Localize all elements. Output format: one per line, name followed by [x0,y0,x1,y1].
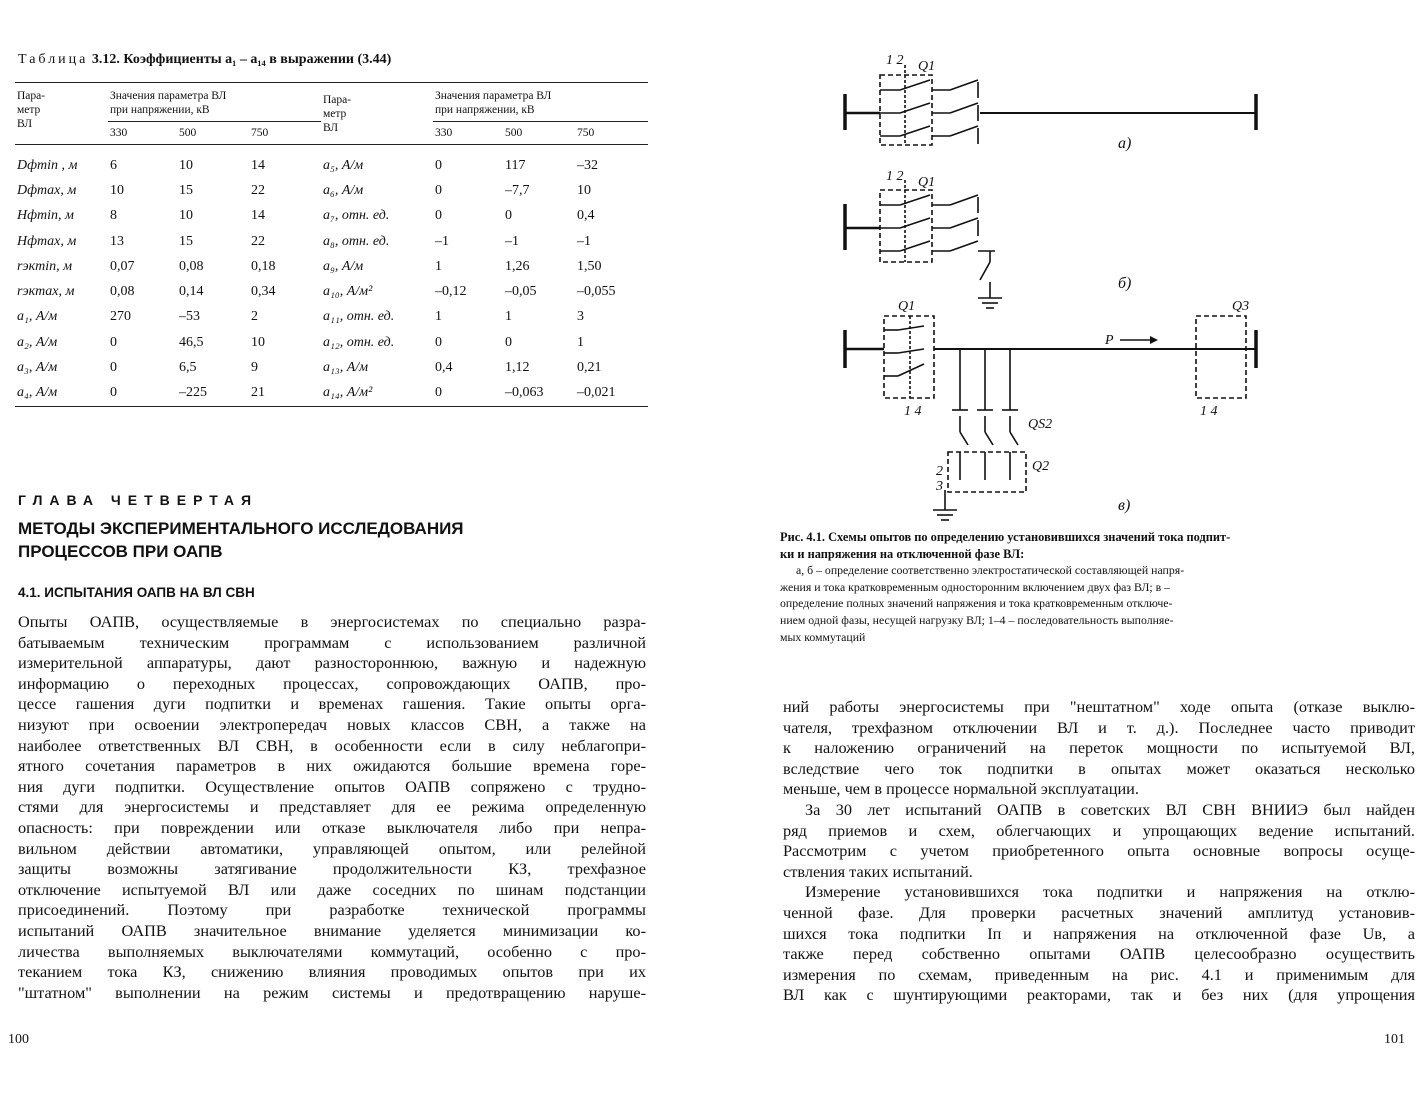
param-value: –0,021 [577,385,616,401]
param-value: –32 [577,157,598,173]
table-row [15,145,648,179]
right-body-text [783,697,1415,1006]
text-line: шихся тока подпитки Iп и напряжения на отключенной фазе Uв, а [783,923,1415,943]
caption-line: мых коммутаций [780,629,866,644]
text-line: информацию о переходных процессах, сопровождающих ОАПВ, про- [18,673,646,693]
page-number-right: 101 [1384,1032,1405,1047]
text-line: измерительной аппаратуры, дают разностороннюю, важную и надежную [18,653,646,673]
param-value: 15 [179,182,193,198]
label-v: в) [1118,497,1131,514]
label-q1-b: Q1 [918,175,936,190]
param-value: 1 [435,309,442,325]
param-value: 1 [577,334,584,350]
param-value: 0 [110,360,117,376]
table-row [15,305,648,330]
text-line: отключение испытуемой ВЛ или даже соседних по шинам подстанции [18,879,646,899]
param-value: –1 [577,233,591,249]
param-value: 15 [179,233,193,249]
label-b: б) [1118,275,1132,292]
text-line: Рассмотрим с учетом приобретенного опыта основные вопросы осуще- [783,841,1415,861]
text-line: ряд приемов и схем, облегчающих и упрощающих ведение испытаний. [783,820,1415,840]
param-value: 22 [251,233,265,249]
text-line: также перед собственно опытами ОАПВ целесообразно осуществить [783,944,1415,964]
param-value: 9 [251,360,258,376]
param-name: Dфmin , м [17,157,78,173]
param-name: a₃, А/м [17,360,58,376]
left-body-text [18,612,646,1003]
param-value: 6 [110,157,117,173]
param-name: a₄, А/м [17,385,58,401]
param-name: a₈, отн. ед. [323,233,390,249]
param-value: 0,4 [577,208,595,224]
label-q3: Q3 [1232,299,1250,314]
param-value: 0 [110,334,117,350]
param-value: 0,14 [179,284,204,300]
param-value: 0,21 [577,360,602,376]
page-number-left: 100 [8,1032,29,1047]
param-name: Hфmin, м [17,208,74,224]
text-line: Опыты ОАПВ, осуществляемые в энергосистемах по специально разра- [18,612,646,631]
text-line: к наложению ограничений на переток мощности по испытуемой ВЛ, [783,738,1415,758]
label-q2: Q2 [1032,459,1050,474]
param-value: –225 [179,385,207,401]
caption-line: определение полных значений напряжения и тока кратковременным отключе- [780,596,1173,611]
param-value: 3 [577,309,584,325]
param-name: a₁₀, А/м² [323,284,373,300]
text-line: низуют при освоении электропередач новых классов СВН, а также на [18,714,646,734]
col-param-right: Пара- метр ВЛ [323,94,352,134]
label-q1-v: Q1 [898,299,916,314]
voltage-header: 500 [177,122,249,145]
table-row [15,229,648,254]
text-line: батываемым техническим программам с использованием различной [18,632,646,652]
param-name: a₂, А/м [17,334,58,350]
text-line: ченной фазе. Для проверки расчетных значений амплитуд установив- [783,902,1415,922]
figure-labels [886,53,1249,514]
table-row [15,279,648,304]
chapter-title: МЕТОДЫ ЭКСПЕРИМЕНТАЛЬНОГО ИССЛЕДОВАНИЯ ПРОЦЕССОВ ПРИ ОАПВ [18,519,464,561]
param-value: 1,12 [505,360,530,376]
param-value: 1,26 [505,258,530,274]
table-caption-text: 3.12. Коэффициенты a₁ – a₁₄ в выражении (3.44) [88,52,392,67]
param-value: –53 [179,309,200,325]
param-value: 0 [435,208,442,224]
param-value: 0,07 [110,258,135,274]
text-line: чателя, трехфазном отключении ВЛ и т. д.). Последнее часто приводит [783,717,1415,737]
text-line: теканием тока КЗ, снижению влияния проводимых опытов при их [18,962,646,982]
param-value: 13 [110,233,124,249]
param-value: 22 [251,182,265,198]
coefficient-table [15,82,648,407]
param-value: 6,5 [179,360,197,376]
param-value: 0,34 [251,284,276,300]
param-value: 270 [110,309,131,325]
caption-line: ки и напряжения на отключенной фазе ВЛ: [780,546,1025,561]
voltage-header: 330 [108,122,177,145]
param-value: –7,7 [505,182,530,198]
param-value: 14 [251,157,265,173]
table-row [15,381,648,407]
param-name: a₅, А/м [323,157,364,173]
param-value: 1 [505,309,512,325]
param-value: 0 [505,334,512,350]
col-param-left: Пара- метр ВЛ [17,90,46,130]
param-value: –1 [435,233,449,249]
param-value: 1,50 [577,258,602,274]
param-name: rэкmax, м [17,284,75,300]
text-line: вильном действии автоматики, управляющей опытом, или релейной [18,838,646,858]
scheme-b [845,180,1002,308]
text-line: ВЛ как с шунтирующими реакторами, так и без них (для упрощения [783,985,1415,1005]
table-row [15,330,648,355]
text-line: личества выполняемых выключателями коммутаций, особенно с про- [18,941,646,961]
param-value: 0 [505,208,512,224]
param-name: Hфmax, м [17,233,77,249]
label-p: P [1105,333,1114,348]
table-caption-prefix: Таблица [18,52,89,67]
label-2: 2 [936,464,943,479]
table-row [15,355,648,380]
param-value: –0,12 [435,284,467,300]
param-value: 117 [505,157,526,173]
table-caption [18,52,391,68]
text-line: защиты возможны затягивание продолжительности КЗ, трехфазное [18,859,646,879]
label-qs2: QS2 [1028,417,1053,432]
param-name: a₆, А/м [323,182,364,198]
param-value: 10 [179,157,193,173]
param-value: –0,063 [505,385,544,401]
param-value: 0 [435,157,442,173]
caption-line: нием одной фазы, несущей нагрузку ВЛ; 1–4 – последовательность выполняе- [780,612,1174,627]
table-body [15,145,648,407]
text-line: наиболее ответственных ВЛ СВН, в особенности если в силу неблагопри- [18,735,646,755]
param-value: 0 [110,385,117,401]
text-line: ятного сочетания параметров в них ожидаются большие времена горе- [18,756,646,776]
param-value: 0,08 [179,258,204,274]
col-values-right: Значения параметра ВЛ при напряжении, кВ [435,90,552,116]
table-row [15,178,648,203]
text-line: присоединений. Поэтому при разработке технической программы [18,900,646,920]
param-name: a₁₂, отн. ед. [323,334,395,350]
text-line: "штатном" выполнении на режим системы и предотвращению наруше- [18,982,646,1002]
text-line: опасность: при повреждении или отказе выключателя либо при непра- [18,817,646,837]
param-value: 21 [251,385,265,401]
param-value: 8 [110,208,117,224]
param-value: 46,5 [179,334,204,350]
param-value: 0,08 [110,284,135,300]
label-q1-a: Q1 [918,59,936,74]
param-name: a₁, А/м [17,309,58,325]
text-line: меньше, чем в процессе нормальной эксплуатации. [783,779,1139,799]
text-line: стями для энергосистемы и представляет для ее режима определенную [18,797,646,817]
param-value: 10 [251,334,265,350]
param-value: 1 [435,258,442,274]
text-line: ний работы энергосистемы при "нештатном" ходе опыта (отказе выклю- [783,697,1415,716]
param-value: 0 [435,385,442,401]
voltage-header: 750 [575,122,648,145]
table-row [15,254,648,279]
text-line: ния дуги подпитки. Осуществление опытов ОАПВ сопряжено с трудно- [18,776,646,796]
caption-line: а, б – определение соответственно электростатической составляющей напря- [796,563,1185,578]
param-name: a₁₃, А/м [323,360,369,376]
text-line: вследствие чего ток подпитки в опытах может оказаться несколько [783,758,1415,778]
param-name: Dфmax, м [17,182,77,198]
voltage-header: 750 [249,122,321,145]
param-value: 0 [435,334,442,350]
text-line: измерения по схемам, приведенным на рис. 4.1 и применимым для [783,964,1415,984]
text-line: ствления таких испытаний. [783,861,973,881]
param-value: 0,18 [251,258,276,274]
label-12-b: 1 2 [886,169,904,184]
section-heading: 4.1. ИСПЫТАНИЯ ОАПВ НА ВЛ СВН [18,585,255,600]
table-header [15,83,648,145]
caption-line: жения и тока кратковременным односторонним включением двух фаз ВЛ; в – [780,579,1171,594]
text-line: цессе гашения дуги подпитки и временах гашения. Такие опыты орга- [18,694,646,714]
text-line: За 30 лет испытаний ОАПВ в советских ВЛ СВН ВНИИЭ был найден [805,799,1415,819]
table-row [15,204,648,229]
param-value: 10 [577,182,591,198]
label-12-a: 1 2 [886,53,904,68]
label-14-right: 1 4 [1200,404,1218,419]
param-value: 10 [110,182,124,198]
caption-line: Рис. 4.1. Схемы опытов по определению установившихся значений тока подпит- [780,530,1231,544]
voltage-header: 330 [433,122,503,145]
chapter-heading: ГЛАВА ЧЕТВЕРТАЯ [18,492,259,508]
label-3: 3 [936,479,943,494]
circuit-diagram [800,50,1270,525]
param-value: –0,05 [505,284,537,300]
param-value: 2 [251,309,258,325]
scheme-a [845,65,1256,145]
text-line: испытаний ОАПВ значительное внимание уделяется минимизации ко- [18,920,646,940]
param-value: –1 [505,233,519,249]
param-name: rэкmin, м [17,258,73,274]
param-value: 14 [251,208,265,224]
param-value: 0,4 [435,360,453,376]
param-name: a₉, А/м [323,258,364,274]
figure-caption [780,529,1412,645]
param-name: a₁₄, А/м² [323,385,373,401]
voltage-header: 500 [503,122,575,145]
param-value: 0 [435,182,442,198]
param-value: –0,055 [577,284,616,300]
param-value: 10 [179,208,193,224]
label-a: а) [1118,135,1132,152]
label-14-left: 1 4 [904,404,922,419]
col-values-left: Значения параметра ВЛ при напряжении, кВ [110,90,227,116]
param-name: a₁₁, отн. ед. [323,309,395,325]
text-line: Измерение установившихся тока подпитки и напряжения на отклю- [805,882,1415,902]
param-name: a₇, отн. ед. [323,208,390,224]
